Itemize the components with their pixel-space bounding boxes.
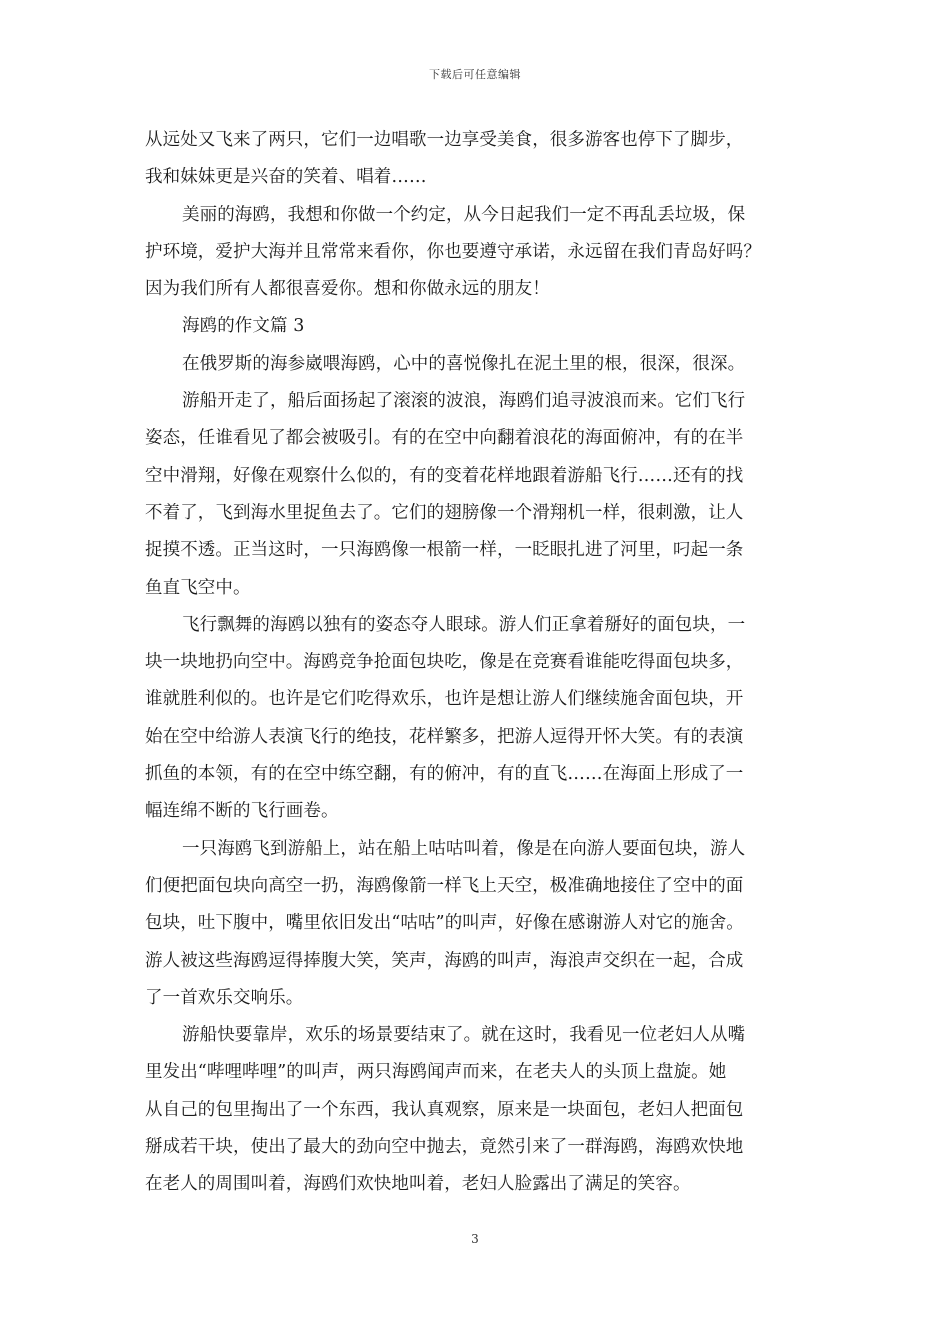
text-line: 掰成若干块，使出了最大的劲向空中抛去，竟然引来了一群海鸥，海鸥欢快地 [145, 1137, 744, 1158]
paragraph [145, 1017, 809, 1203]
text-line: 美丽的海鸥，我想和你做一个约定，从今日起我们一定不再乱丢垃圾，保 [182, 204, 746, 225]
section-heading [145, 308, 809, 345]
text-line: 捉摸不透。正当这时，一只海鸥像一根箭一样，一眨眼扎进了河里，叼起一条 [145, 540, 744, 561]
text-line: 抓鱼的本领，有的在空中练空翻，有的俯冲，有的直飞……在海面上形成了一 [145, 764, 744, 785]
text-line: 从自己的包里掏出了一个东西，我认真观察，原来是一块面包，老妇人把面包 [145, 1099, 744, 1120]
page-header: 下载后可任意编辑 [429, 68, 521, 81]
text-line: 一只海鸥飞到游船上，站在船上咕咕叫着，像是在向游人要面包块，游人 [182, 838, 746, 859]
text-line: 们便把面包块向高空一扔，海鸥像箭一样飞上天空，极准确地接住了空中的面 [145, 875, 744, 896]
paragraph [145, 831, 809, 1017]
text-line: 幅连绵不断的飞行画卷。 [145, 801, 339, 822]
text-line: 我和妹妹更是兴奋的笑着、唱着…… [145, 167, 427, 188]
page-number: 3 [471, 1232, 479, 1246]
text-line: 游船开走了，船后面扬起了滚滚的波浪，海鸥们追寻波浪而来。它们飞行 [182, 391, 746, 412]
text-line: 包块，吐下腹中，嘴里依旧发出“咕咕”的叫声，好像在感谢游人对它的施舍。 [145, 913, 744, 934]
text-line: 游人被这些海鸥逗得捧腹大笑，笑声，海鸥的叫声，海浪声交织在一起，合成 [145, 950, 744, 971]
text-line: 空中滑翔，好像在观察什么似的，有的变着花样地跟着游船飞行……还有的找 [145, 465, 744, 486]
text-line: 游船快要靠岸，欢乐的场景要结束了。就在这时，我看见一位老妇人从嘴 [182, 1025, 746, 1046]
text-line: 始在空中给游人表演飞行的绝技，花样繁多，把游人逗得开怀大笑。有的表演 [145, 726, 744, 747]
paragraph [145, 607, 809, 831]
text-line: 块一块地扔向空中。海鸥竞争抢面包块吃，像是在竞赛看谁能吃得面包块多， [145, 652, 744, 673]
document-body [145, 122, 809, 1204]
text-line: 从远处又飞来了两只，它们一边唱歌一边享受美食，很多游客也停下了脚步， [145, 130, 744, 150]
text-line: 在老人的周围叫着，海鸥们欢快地叫着，老妇人脸露出了满足的笑容。 [145, 1174, 691, 1195]
text-line: 护环境，爱护大海并且常常来看你，你也要遵守承诺，永远留在我们青岛好吗？ [145, 241, 761, 262]
text-line: 不着了，飞到海水里捉鱼去了。它们的翅膀像一个滑翔机一样，很刺激，让人 [145, 502, 744, 523]
paragraph [145, 383, 809, 607]
text-line: 了一首欢乐交响乐。 [145, 987, 304, 1008]
text-line: 鱼直飞空中。 [145, 577, 251, 598]
text-line: 在俄罗斯的海参崴喂海鸥，心中的喜悦像扎在泥土里的根，很深，很深。 [182, 353, 746, 374]
text-line: 因为我们所有人都很喜爱你。想和你做永远的朋友！ [145, 279, 550, 300]
paragraph [145, 122, 809, 197]
text-line: 里发出“哔哩哔哩”的叫声，两只海鸥闻声而来，在老夫人的头顶上盘旋。她 [145, 1062, 727, 1083]
heading-text: 海鸥的作文篇 3 [182, 316, 305, 337]
text-line: 谁就胜利似的。也许是它们吃得欢乐，也许是想让游人们继续施舍面包块，开 [145, 689, 744, 710]
text-line: 姿态，任谁看见了都会被吸引。有的在空中向翻着浪花的海面俯冲，有的在半 [145, 428, 744, 449]
text-line: 飞行飘舞的海鸥以独有的姿态夺人眼球。游人们正拿着掰好的面包块，一 [182, 614, 746, 635]
paragraph [145, 197, 809, 309]
paragraph [145, 346, 809, 383]
